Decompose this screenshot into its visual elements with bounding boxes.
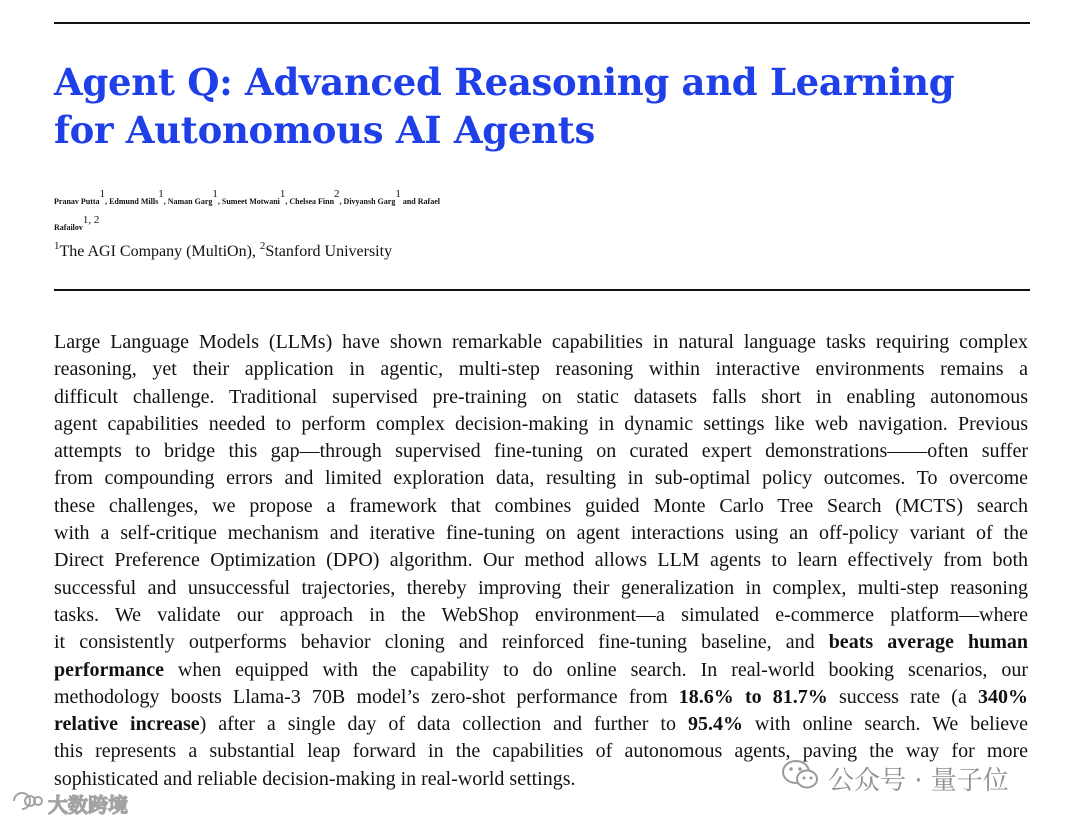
abstract-line — [54, 711, 1028, 738]
author-affiliation-mark: 1 — [395, 188, 401, 200]
watermark-right-text: 公众号 · 量子位 — [828, 765, 1009, 796]
watermark-left — [8, 788, 128, 818]
author-name: Chelsea Finn — [289, 197, 335, 206]
abstract-line — [54, 684, 1028, 711]
author-affiliation-mark: 1 — [279, 188, 286, 200]
abstract-line: Large Language Models (LLMs) have shown remarkable capabilities in natural language tasks requiring complex — [54, 331, 1028, 353]
affiliation-name: The AGI Company (MultiOn) — [59, 243, 252, 260]
affiliations: $^1$The AGI Company (MultiOn), $^2$Stanford University — [54, 240, 393, 260]
author-name-first-part: Rafael — [417, 197, 440, 206]
abstract-text: with online search. We believe — [742, 713, 1029, 736]
abstract-emphasis: 18.6% to 81.7% — [678, 685, 828, 708]
title-line-1: Agent Q: Advanced Reasoning and Learning — [54, 60, 955, 104]
abstract-line: difficult challenge. Traditional supervised pre-training on static datasets falls short in enabling autonomous — [54, 385, 1028, 408]
abstract-emphasis: performance — [54, 658, 164, 681]
abstract-line: this represents a substantial leap forward in the capabilities of autonomous agents, paving the way for more — [54, 740, 1028, 763]
abstract-line: Direct Preference Optimization (DPO) algorithm. Our method allows LLM agents to learn effectively from both — [54, 549, 1028, 572]
abstract-line — [54, 657, 1028, 684]
author-name: Divyansh Garg — [343, 197, 396, 206]
author-list — [54, 189, 1034, 241]
wechat-icon — [780, 758, 820, 799]
author-name: Sumeet Motwani — [221, 197, 280, 206]
author-name: Naman Garg — [167, 197, 213, 206]
abstract-line: successful and unsuccessful trajectories, thereby improving their generalization in complex, multi-step reasoning — [54, 576, 1028, 599]
author-affiliation-mark: 1, 2 — [82, 214, 100, 226]
author-affiliation-mark: 1 — [158, 188, 164, 200]
top-rule — [54, 22, 1030, 24]
watermark-left-text: 大数跨境 — [48, 792, 128, 817]
abstract-line: reasoning, yet their application in agentic, multi-step reasoning within interactive environments remains a — [54, 358, 1028, 381]
abstract-text: it consistently outperforms behavior cloning and reinforced fine-tuning baseline, and — [54, 631, 829, 654]
abstract-emphasis: 340% — [978, 685, 1028, 708]
abstract-text: success rate (a — [827, 685, 978, 708]
author-affiliation-mark: 1 — [99, 188, 106, 200]
abstract-line — [54, 629, 1028, 656]
watermark-right — [780, 758, 1009, 798]
abstract-line: these challenges, we propose a framework that combines guided Monte Carlo Tree Search (MCTS) search — [54, 494, 1028, 517]
abstract-line: sophisticated and reliable decision-making in real-world settings. — [54, 767, 576, 790]
abstract-text: when equipped with the capability to do online search. In real-world booking scenarios, our — [163, 658, 1028, 681]
affiliation-mark: 1 — [54, 240, 60, 252]
section-rule — [54, 289, 1030, 291]
abstract-line: attempts to bridge this gap—through supervised fine-tuning on curated expert demonstrations——often suffer — [54, 440, 1028, 463]
author-line-1: Pranav Putta$^1$, Edmund Mills$^1$, Naman Garg$^1$, Sumeet Motwani$^1$, Chelsea Finn$^2$, Divyansh Garg$^1$ and Rafael — [54, 188, 440, 206]
title-line-2: for Autonomous AI Agents — [54, 108, 596, 152]
abstract-paragraph — [54, 329, 1028, 793]
author-name: Pranav Putta — [54, 197, 100, 206]
author-name-last-part: Rafailov — [54, 223, 83, 232]
abstract-text: ) after a single day of data collection and further to — [199, 713, 688, 736]
author-name: Edmund Mills — [109, 197, 159, 206]
abstract-line: from compounding errors and limited exploration data, resulting in sub-optimal policy outcomes. To overcome — [54, 467, 1028, 490]
affiliation-mark: 2 — [259, 240, 266, 252]
abstract-line: agent capabilities needed to perform complex decision-making in dynamic settings like web navigation. Previous — [54, 412, 1028, 435]
author-conjunction: and — [402, 197, 416, 206]
paper-title — [54, 58, 1034, 154]
abstract-line: with a self-critique mechanism and iterative fine-tuning on agent interactions using an off-policy variant of the — [54, 522, 1028, 545]
abstract-emphasis: 95.4% — [687, 713, 743, 736]
author-line-2 — [54, 215, 1034, 241]
author-affiliation-mark: 1 — [212, 188, 218, 200]
author-affiliation-mark: 2 — [334, 188, 340, 200]
abstract-line: tasks. We validate our approach in the WebShop environment—a simulated e-commerce platform—where — [54, 603, 1028, 626]
abstract-text: methodology boosts Llama-3 70B model’s zero-shot performance from — [54, 685, 679, 708]
watermark-logo-icon — [8, 789, 44, 818]
affiliation-name: Stanford University — [265, 243, 393, 260]
abstract-emphasis: beats average human — [828, 631, 1028, 654]
abstract-emphasis: relative increase — [54, 713, 200, 736]
